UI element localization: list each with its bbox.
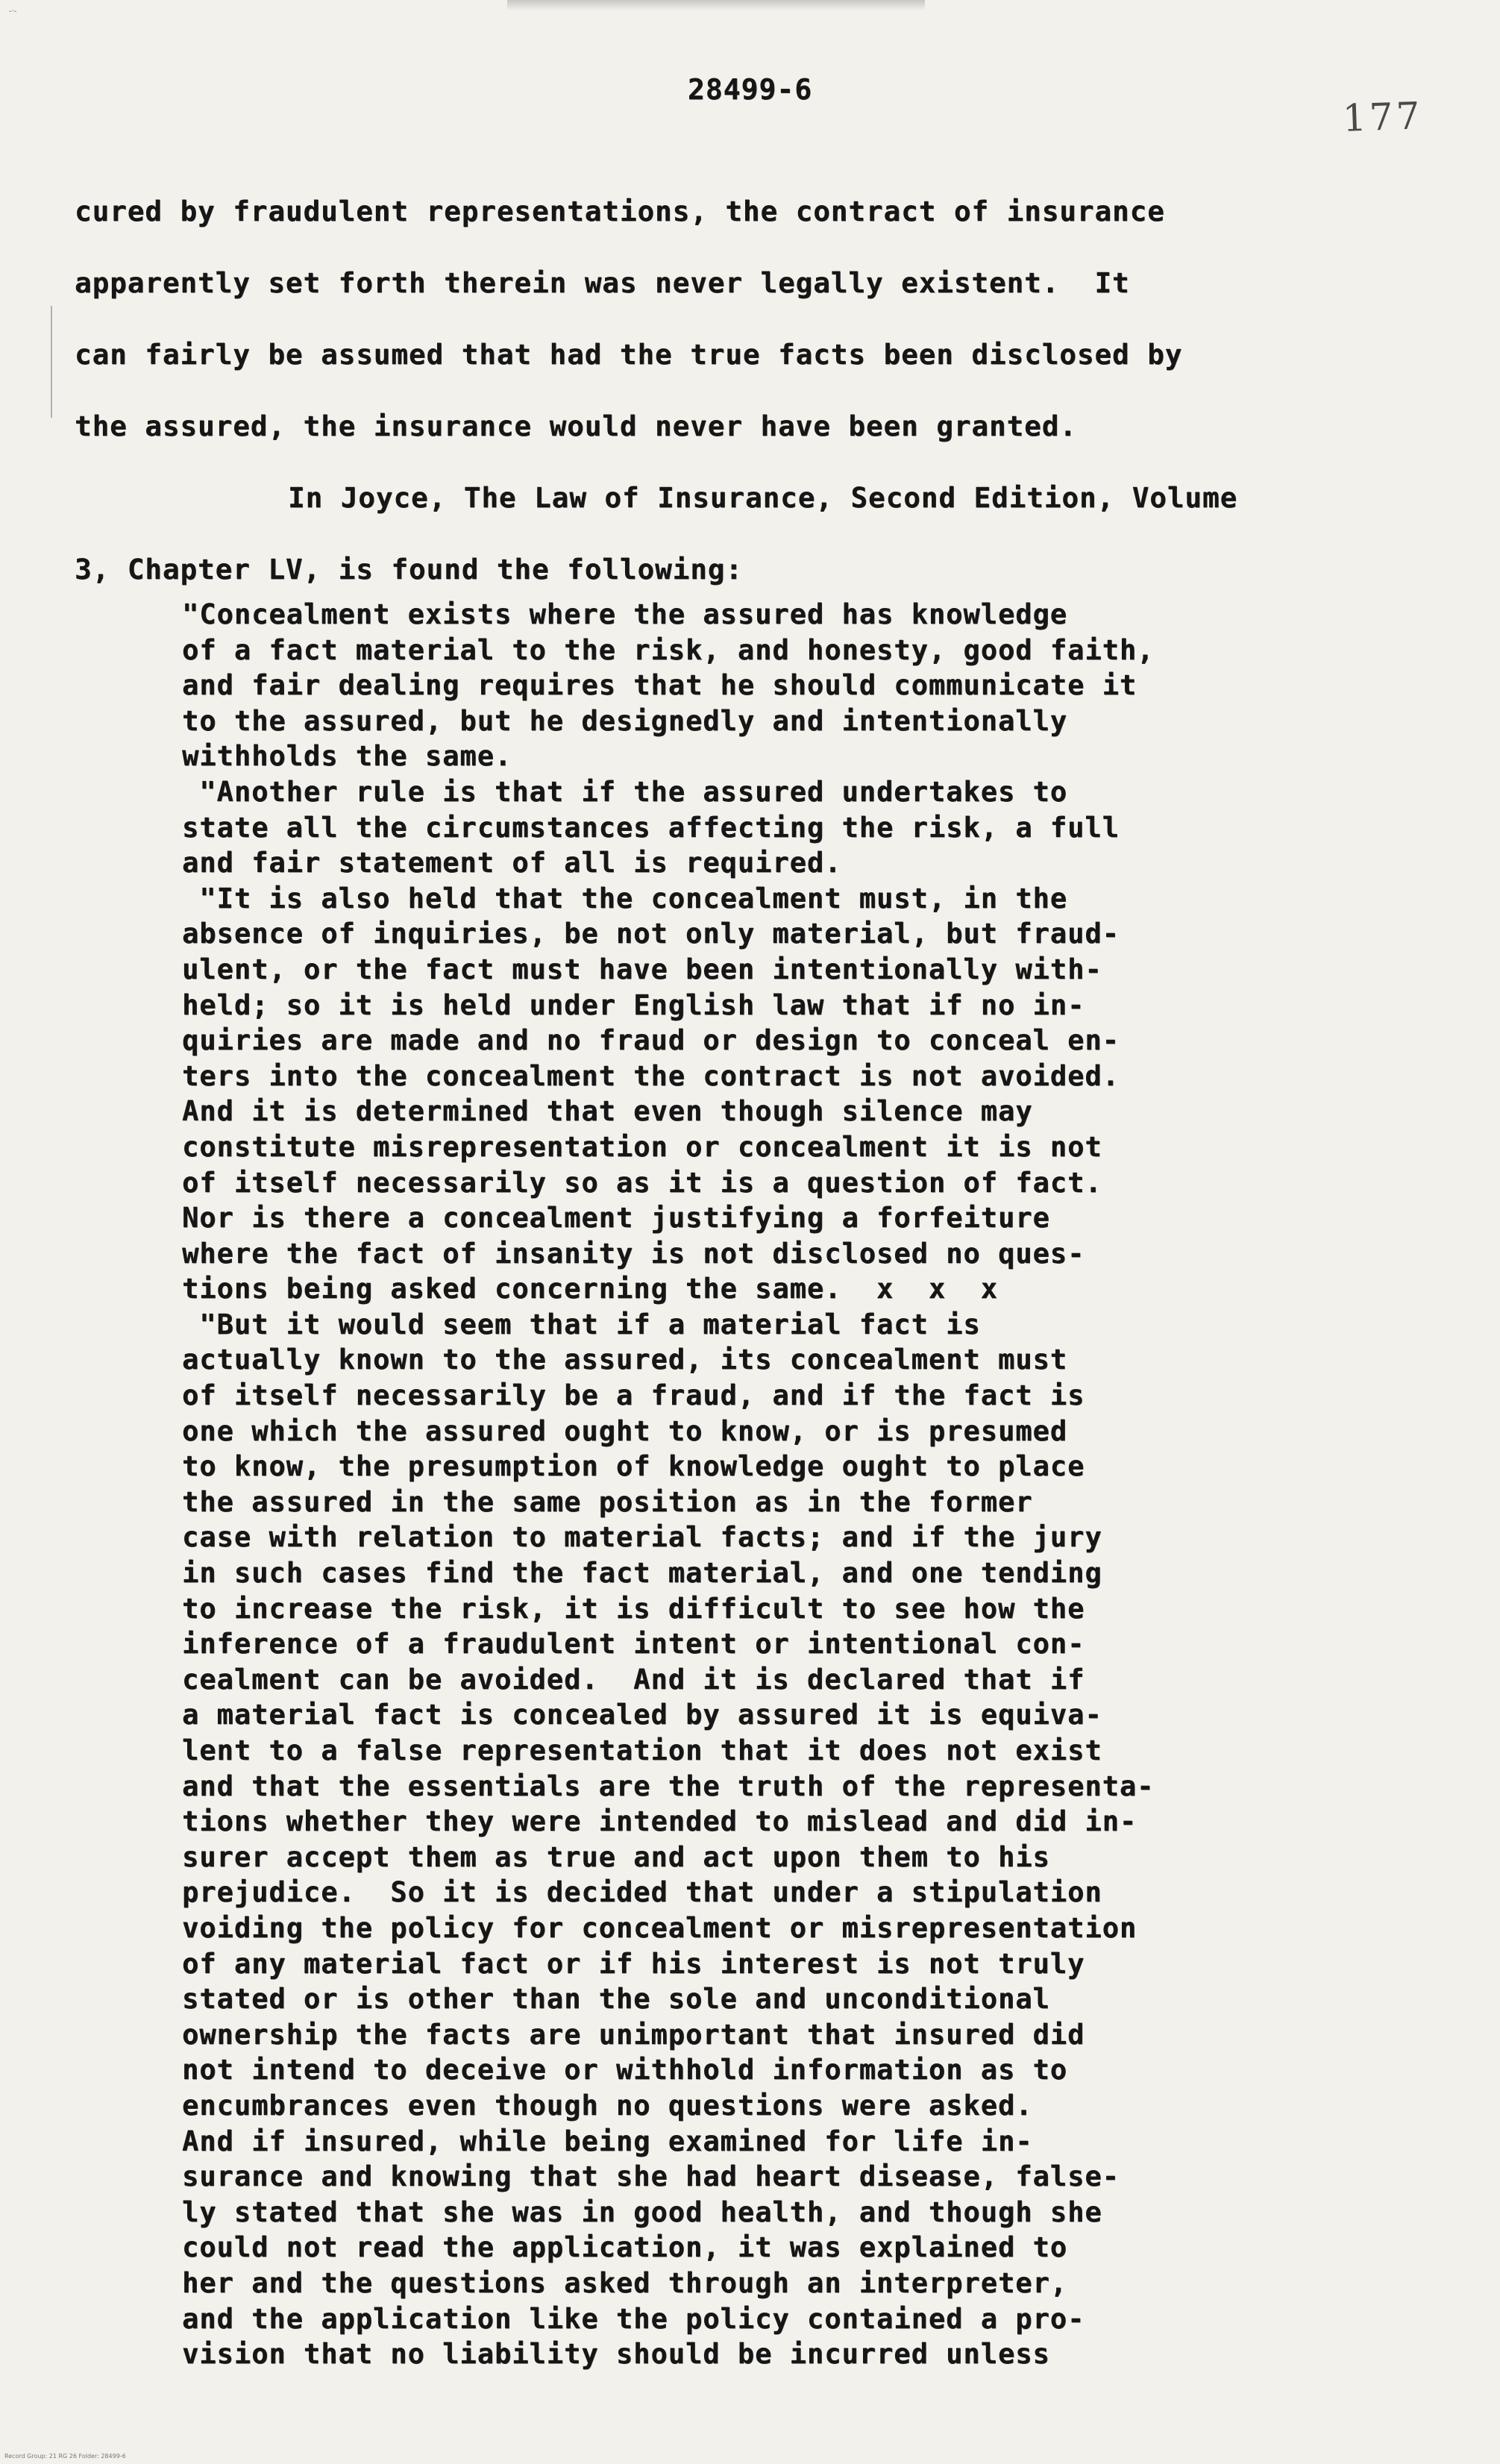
quote-line: to the assured, but he designedly and intentionally [182, 704, 1068, 737]
page-number: 177 [1342, 94, 1424, 140]
quote-line: and fair dealing requires that he should communicate it [182, 669, 1137, 702]
quote-line: held; so it is held under English law that if no in- [182, 988, 1085, 1021]
quote-line: And it is determined that even though silence may [182, 1095, 1033, 1128]
quote-line: her and the questions asked through an interpreter, [182, 2266, 1068, 2299]
quote-line: to increase the risk, it is difficult to see how the [182, 1592, 1085, 1625]
quote-line: of any material fact or if his interest is not truly [182, 1947, 1085, 1980]
body-line: In Joyce, The Law of Insurance, Second Edition, Volume [288, 481, 1238, 514]
quote-line: surance and knowing that she had heart disease, false- [182, 2160, 1120, 2193]
quote-line: and the application like the policy contained a pro- [182, 2302, 1085, 2335]
scan-smudge [507, 0, 925, 10]
quote-line: constitute misrepresentation or concealment it is not [182, 1130, 1102, 1163]
quote-line: lent to a false representation that it does not exist [182, 1734, 1102, 1767]
quote-line: inference of a fraudulent intent or intentional con- [182, 1628, 1085, 1661]
body-line: apparently set forth therein was never legally existent. It [75, 266, 1130, 299]
quote-line: where the fact of insanity is not disclosed no ques- [182, 1237, 1085, 1270]
quote-line: quiries are made and no fraud or design to conceal en- [182, 1024, 1120, 1057]
quote-line: "Concealment exists where the assured has knowledge [182, 598, 1068, 630]
quote-line: encumbrances even though no questions were asked. [182, 2089, 1033, 2122]
margin-mark [51, 306, 52, 418]
quote-line: ly stated that she was in good health, and though she [182, 2195, 1102, 2228]
quote-line: tions being asked concerning the same. x x x [182, 1273, 998, 1305]
document-number: 28499-6 [687, 73, 813, 106]
body-line: can fairly be assumed that had the true facts been disclosed by [75, 338, 1183, 371]
quote-line: of itself necessarily be a fraud, and if the fact is [182, 1379, 1085, 1412]
body-line: cured by fraudulent representations, the contract of insurance [75, 195, 1165, 228]
quote-line: vision that no liability should be incurred unless [182, 2338, 1050, 2371]
quote-line: could not read the application, it was explained to [182, 2231, 1068, 2264]
quote-line: And if insured, while being examined for life in- [182, 2125, 1033, 2157]
quote-line: of a fact material to the risk, and honesty, good faith, [182, 633, 1155, 666]
quote-line: "Another rule is that if the assured undertakes to [182, 775, 1068, 808]
body-line: the assured, the insurance would never have been granted. [75, 410, 1077, 442]
quote-line: and that the essentials are the truth of the representa- [182, 1769, 1155, 1802]
quote-line: a material fact is concealed by assured it is equiva- [182, 1699, 1102, 1731]
block-quote [182, 597, 1405, 2372]
quote-line: one which the assured ought to know, or is presumed [182, 1414, 1068, 1447]
quote-line: in such cases find the fact material, and one tending [182, 1557, 1102, 1590]
corner-mark: -·- [9, 7, 17, 16]
quote-line: to know, the presumption of knowledge ought to place [182, 1450, 1085, 1483]
quote-line: ownership the facts are unimportant that insured did [182, 2018, 1085, 2051]
quote-line: voiding the policy for concealment or misrepresentation [182, 1911, 1137, 1944]
quote-line: and fair statement of all is required. [182, 847, 842, 880]
quote-line: "But it would seem that if a material fact is [182, 1308, 981, 1341]
quote-line: stated or is other than the sole and unconditional [182, 1983, 1050, 2016]
quote-line: actually known to the assured, its concealment must [182, 1344, 1068, 1376]
quote-line: tions whether they were intended to mislead and did in- [182, 1805, 1137, 1838]
archive-stamp: Record Group: 21 RG 26 Folder: 28499-6 [4, 2453, 126, 2460]
body-line: 3, Chapter LV, is found the following: [75, 553, 743, 586]
quote-line: absence of inquiries, be not only material, but fraud- [182, 918, 1120, 950]
quote-line: the assured in the same position as in the former [182, 1485, 1033, 1518]
quote-line: surer accept them as true and act upon them to his [182, 1840, 1050, 1873]
body-paragraph [75, 175, 1432, 605]
quote-line: ters into the concealment the contract is not avoided. [182, 1059, 1120, 1092]
quote-line: case with relation to material facts; and if the jury [182, 1521, 1102, 1554]
quote-line: not intend to deceive or withhold information as to [182, 2054, 1068, 2087]
quote-line: prejudice. So it is decided that under a stipulation [182, 1876, 1102, 1909]
quote-line: of itself necessarily so as it is a question of fact. [182, 1166, 1102, 1199]
quote-line: Nor is there a concealment justifying a forfeiture [182, 1202, 1050, 1235]
quote-line: "It is also held that the concealment must, in the [182, 882, 1068, 915]
quote-line: withholds the same. [182, 740, 512, 773]
quote-line: state all the circumstances affecting the risk, a full [182, 811, 1120, 844]
quote-line: cealment can be avoided. And it is declared that if [182, 1663, 1085, 1696]
quote-line: ulent, or the fact must have been intentionally with- [182, 953, 1102, 985]
